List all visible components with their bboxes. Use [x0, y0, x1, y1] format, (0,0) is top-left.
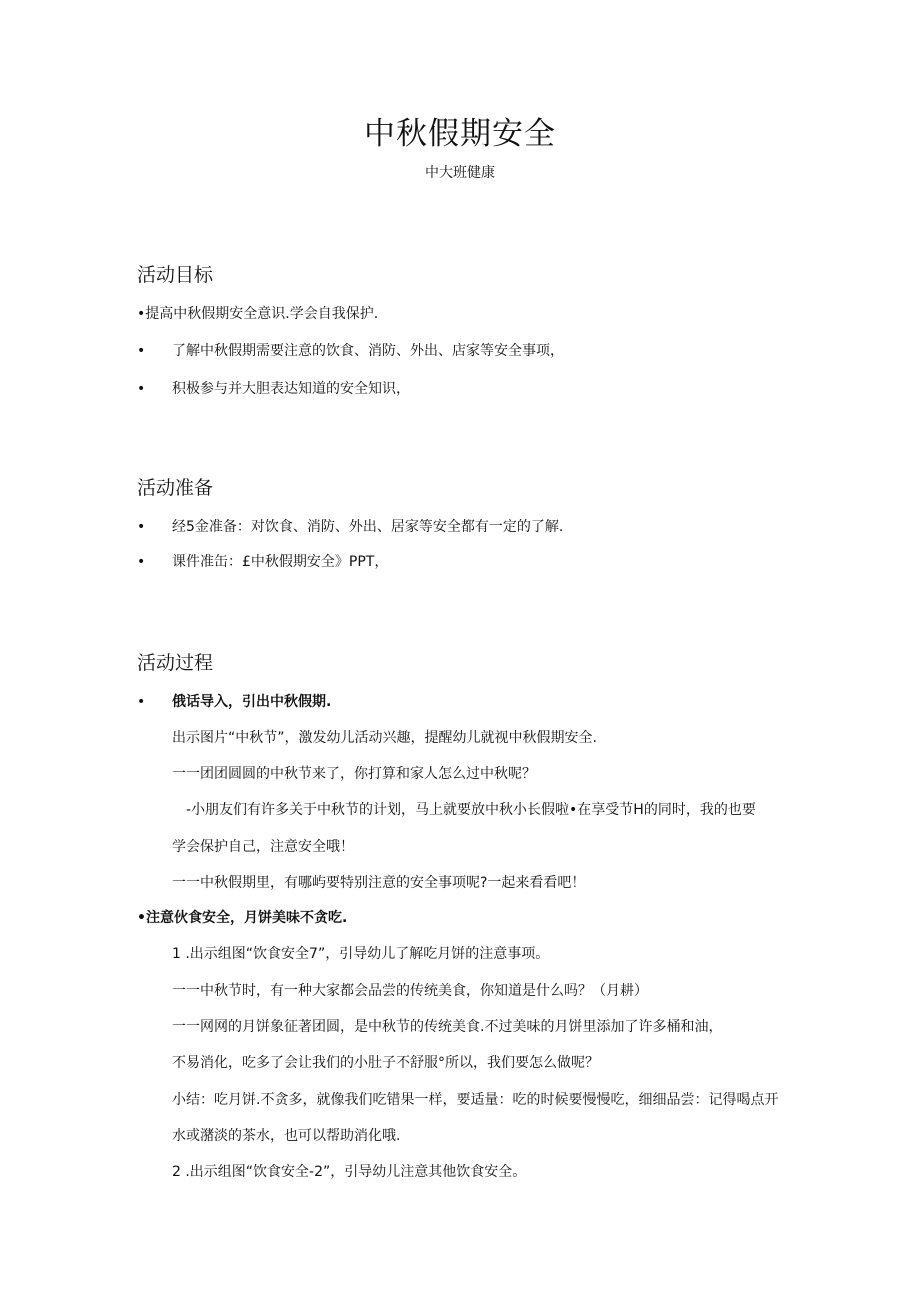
prep-item-1: 经5金准备：对饮食、消防、外出、居家等安全都有一定的了解. — [172, 519, 564, 535]
bullet-icon: • — [137, 381, 146, 397]
section-heading-prep: 活动准备 — [137, 477, 214, 499]
bullet-icon: • — [137, 554, 146, 570]
process-step-1-title: 俄话导入，引出中秋假期. — [172, 694, 332, 710]
process-paragraph: 2 .出示组图“饮食安全-2”，引导幼儿注意其他饮食安全。 — [172, 1164, 527, 1180]
bullet-icon: • — [137, 343, 146, 359]
goals-item-3: 积极参与并大胆表达知道的安全知识， — [172, 381, 410, 397]
process-paragraph: 一一网网的月饼象征著团圆，是中秋节的传统美食.不过美味的月饼里添加了许多桶和油， — [172, 1019, 723, 1035]
process-paragraph: 小结：吃月饼.不贪多，就像我们吃错果一样，要适量：吃的时候要慢慢吃，细细品尝：记得喝点开 — [172, 1092, 779, 1108]
process-paragraph: 学会保护自己，注意安全哦！ — [172, 839, 354, 855]
goals-item-2: 了解中秋假期需要注意的饮食、消防、外出、店家等安全事项， — [172, 343, 564, 359]
process-step-2-title: •注意伙食安全，月饼美味不贪吃. — [137, 910, 348, 926]
process-paragraph: 一一团团圆圆的中秋节来了，你打算和家人怎么过中秋呢？ — [172, 766, 536, 782]
bullet-icon: • — [137, 519, 146, 535]
process-paragraph: 一一中秋假期里，有哪屿要特别注意的安全事项呢?一起来看看吧！ — [172, 875, 586, 891]
section-heading-goals: 活动目标 — [137, 264, 214, 286]
prep-item-2: 课件准缶：£中秋假期安全》PPT， — [172, 554, 389, 570]
process-paragraph: 出示图片“中秋节”，激发幼儿活动兴趣，提醒幼儿就视中秋假期安全. — [172, 730, 597, 746]
doc-subtitle: 中大班健康 — [425, 165, 495, 181]
goals-item-1: •提高中秋假期安全意识.学会自我保护. — [137, 306, 379, 322]
process-paragraph: 不易消化，吃多了会让我们的小肚子不舒服°所以，我们要怎么做呢？ — [172, 1055, 599, 1071]
process-paragraph: 一一中秋节时，有一种大家都会品尝的传统美食，你知道是什么吗？（月耕） — [172, 983, 648, 999]
process-paragraph: 水或潴淡的茶水，也可以帮助消化哦. — [172, 1128, 401, 1144]
bullet-icon: • — [137, 694, 146, 710]
doc-title: 中秋假期安全 — [364, 116, 556, 152]
process-paragraph: 1 .出示组图“饮食安全7”，引导幼儿了解吃月饼的注意事项。 — [172, 946, 550, 962]
process-paragraph: -小朋友们有许多关于中秋节的计划，马上就要放中秋小长假啦•在享受节H的同时，我的也要 — [186, 802, 756, 818]
section-heading-process: 活动过程 — [137, 652, 214, 674]
